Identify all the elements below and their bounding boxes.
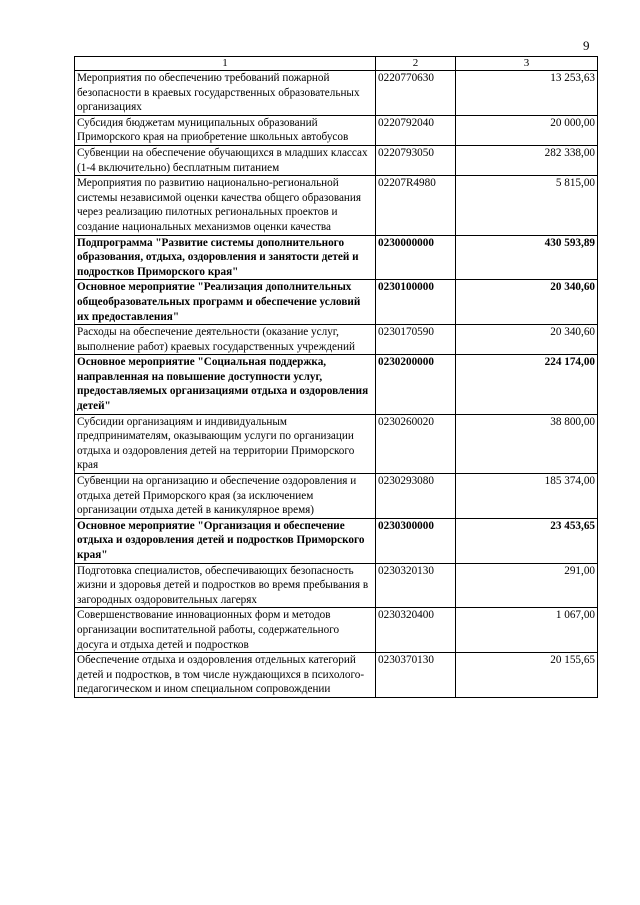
table-row [75,563,598,608]
row-name-cell: Мероприятия по обеспечению требований пожарной безопасности в краевых государственных образовательных организациях [75,71,376,116]
row-code-cell: 0230260020 [376,414,456,473]
row-amount-cell: 1 067,00 [456,608,598,653]
row-code-cell: 0230100000 [376,280,456,325]
table-row [75,608,598,653]
row-name-cell: Основное мероприятие "Реализация дополнительных общеобразовательных программ и обеспечение условий их предоставления" [75,280,376,325]
row-name-cell: Субсидия бюджетам муниципальных образований Приморского края на приобретение школьных автобусов [75,115,376,145]
row-code-cell: 0230170590 [376,325,456,355]
row-name-cell: Основное мероприятие "Организация и обеспечение отдыха и оздоровления детей и подростков Приморского края" [75,518,376,563]
table-row [75,474,598,519]
row-name-cell: Подготовка специалистов, обеспечивающих безопасность жизни и здоровья детей и подростков во время пребывания в загородных оздоровительных лагерях [75,563,376,608]
row-code-cell: 0230320130 [376,563,456,608]
row-name-cell: Расходы на обеспечение деятельности (оказание услуг, выполнение работ) краевых государственных учреждений [75,325,376,355]
table-row [75,176,598,235]
row-code-cell: 0230320400 [376,608,456,653]
header-row [75,57,598,71]
table-row [75,355,598,414]
row-name-cell: Субвенции на организацию и обеспечение оздоровления и отдыха детей Приморского края (за исключением организации отдыха детей в каникулярное время) [75,474,376,519]
table-row [75,325,598,355]
row-name-cell: Подпрограмма "Развитие системы дополнительного образования, отдыха, оздоровления и занятости детей и подростков Приморского края" [75,235,376,280]
row-code-cell: 02207R4980 [376,176,456,235]
table-row [75,414,598,473]
budget-table [74,56,598,698]
table-row [75,71,598,116]
row-amount-cell: 224 174,00 [456,355,598,414]
row-amount-cell: 282 338,00 [456,145,598,175]
row-code-cell: 0220793050 [376,145,456,175]
row-code-cell: 0230000000 [376,235,456,280]
row-name-cell: Мероприятия по развитию национально-региональной системы независимой оценки качества общего образования через реализацию пилотных региональных проектов и создание национальных механизмов оценки качества [75,176,376,235]
row-amount-cell: 20 340,60 [456,325,598,355]
table-row [75,145,598,175]
row-code-cell: 0230200000 [376,355,456,414]
row-name-cell: Обеспечение отдыха и оздоровления отдельных категорий детей и подростков, в том числе нуждающихся в психолого-педагогическом и ином специальном сопровождении [75,653,376,698]
row-code-cell: 0230370130 [376,653,456,698]
column-header-2: 2 [376,57,456,71]
row-name-cell: Основное мероприятие "Социальная поддержка, направленная на повышение доступности услуг, предоставляемых организациями отдыха и оздоровления детей" [75,355,376,414]
row-name-cell: Субсидии организациям и индивидуальным предпринимателям, оказывающим услуги по организации отдыха и оздоровления детей на территории Приморского края [75,414,376,473]
row-amount-cell: 185 374,00 [456,474,598,519]
row-amount-cell: 20 155,65 [456,653,598,698]
column-header-1: 1 [75,57,376,71]
row-amount-cell: 20 340,60 [456,280,598,325]
table-row [75,653,598,698]
row-amount-cell: 38 800,00 [456,414,598,473]
row-code-cell: 0220770630 [376,71,456,116]
row-amount-cell: 430 593,89 [456,235,598,280]
row-name-cell: Совершенствование инновационных форм и методов организации воспитательной работы, содержательного досуга и отдыха детей и подростков [75,608,376,653]
row-code-cell: 0220792040 [376,115,456,145]
table-row [75,280,598,325]
column-header-3: 3 [456,57,598,71]
row-amount-cell: 23 453,65 [456,518,598,563]
row-code-cell: 0230300000 [376,518,456,563]
table-row [75,518,598,563]
row-amount-cell: 291,00 [456,563,598,608]
row-amount-cell: 20 000,00 [456,115,598,145]
table-row [75,235,598,280]
row-amount-cell: 13 253,63 [456,71,598,116]
row-amount-cell: 5 815,00 [456,176,598,235]
row-name-cell: Субвенции на обеспечение обучающихся в младших классах (1-4 включительно) бесплатным питанием [75,145,376,175]
page-number: 9 [583,38,590,53]
row-code-cell: 0230293080 [376,474,456,519]
table-row [75,115,598,145]
